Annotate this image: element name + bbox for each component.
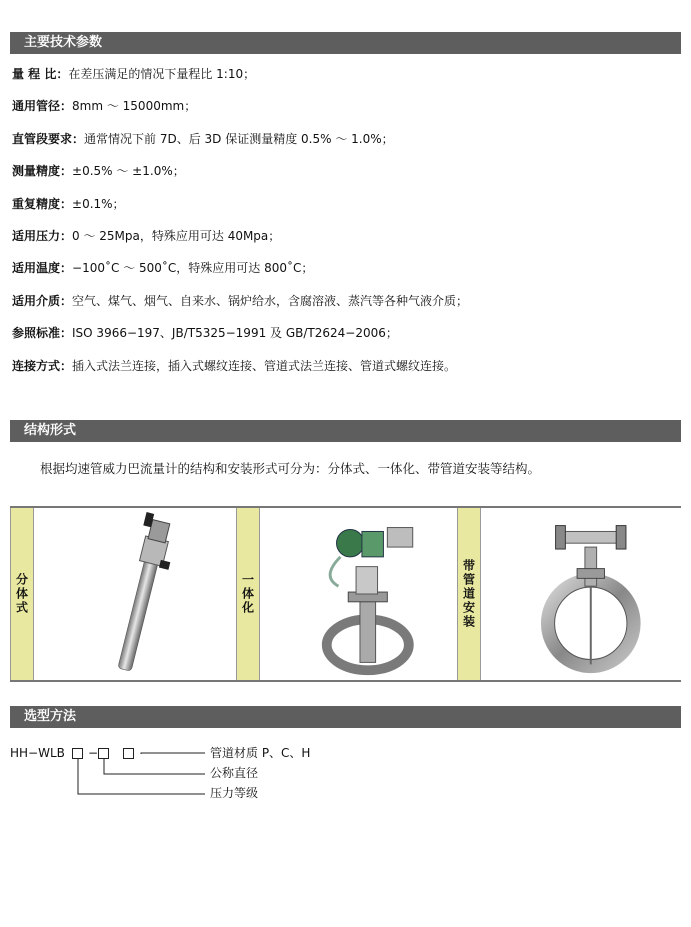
param-row (12, 98, 677, 130)
type-label-text: 带管道安装 (461, 559, 476, 629)
structure-table (10, 506, 681, 682)
param-label: 适用压力： (12, 228, 73, 243)
pipe-section-sensor-icon (481, 508, 681, 680)
param-label: 连接方式： (12, 358, 73, 373)
section-header-params: 主要技术参数 (10, 32, 681, 54)
structure-intro: 根据均速管威力巴流量计的结构和安装形式可分为：分体式、一体化、带管道安装等结构。 (40, 461, 541, 476)
param-row (12, 358, 677, 390)
type-label-pipe (457, 508, 481, 680)
param-row (12, 293, 677, 325)
param-value: 在差压满足的情况下量程比 1:10； (68, 67, 256, 81)
param-label: 参照标准： (12, 326, 73, 341)
param-value: ±0.1%； (72, 196, 125, 211)
param-value: 8mm ～ 15000mm； (72, 99, 197, 114)
split-type-sensor-icon (34, 508, 236, 680)
section-header-selection: 选型方法 (10, 706, 681, 728)
model-slot-box (72, 748, 83, 759)
param-row (12, 260, 677, 292)
param-value: −100˚C ～ 500˚C，特殊应用可达 800˚C； (72, 261, 314, 276)
param-row (12, 228, 677, 260)
param-label: 测量精度： (12, 164, 73, 179)
params-list (12, 66, 677, 390)
param-label: 直管段要求： (12, 131, 85, 146)
integrated-type-sensor-icon (260, 508, 457, 680)
model-code: HH−WLB (10, 746, 65, 760)
param-value: 空气、煤气、烟气、自来水、锅炉给水，含腐溶液、蒸汽等各种气液介质； (72, 293, 469, 308)
param-value: 通常情况下前 7D、后 3D 保证测量精度 0.5% ～ 1.0%； (84, 131, 394, 146)
param-label: 通用管径： (12, 99, 73, 114)
model-option-diameter: 公称直径 (210, 766, 259, 780)
param-label: 重复精度： (12, 196, 73, 211)
param-value: ISO 3966−197、JB/T5325−1991 及 GB/T2624−2006； (72, 326, 398, 341)
type-label-integrated (236, 508, 260, 680)
type-label-split (10, 508, 34, 680)
type-label-text: 一体化 (240, 573, 255, 615)
param-label: 适用温度： (12, 261, 73, 276)
param-value: ±0.5% ～ ±1.0%； (72, 164, 185, 179)
model-option-pressure: 压力等级 (210, 786, 259, 800)
param-value: 插入式法兰连接，插入式螺纹连接、管道式法兰连接、管道式螺纹连接。 (72, 358, 457, 373)
model-slot-box (98, 748, 109, 759)
model-slot-box (123, 748, 134, 759)
param-row (12, 163, 677, 195)
section-header-structure: 结构形式 (10, 420, 681, 442)
split-type-sensor-drawing (34, 508, 236, 680)
param-value: 0 ～ 25Mpa，特殊应用可达 40Mpa； (72, 228, 281, 243)
param-row (12, 196, 677, 228)
model-option-material: 管道材质 P、C、H (210, 746, 311, 760)
model-code-diagram (0, 740, 691, 820)
param-row (12, 66, 677, 98)
model-dash: − (88, 746, 99, 760)
param-row (12, 325, 677, 357)
type-label-text: 分体式 (14, 573, 29, 615)
param-label: 适用介质： (12, 293, 73, 308)
pipe-section-sensor-drawing (481, 508, 681, 680)
param-label: 量 程 比： (12, 67, 69, 81)
integrated-type-sensor-drawing (260, 508, 457, 680)
param-row (12, 131, 677, 163)
